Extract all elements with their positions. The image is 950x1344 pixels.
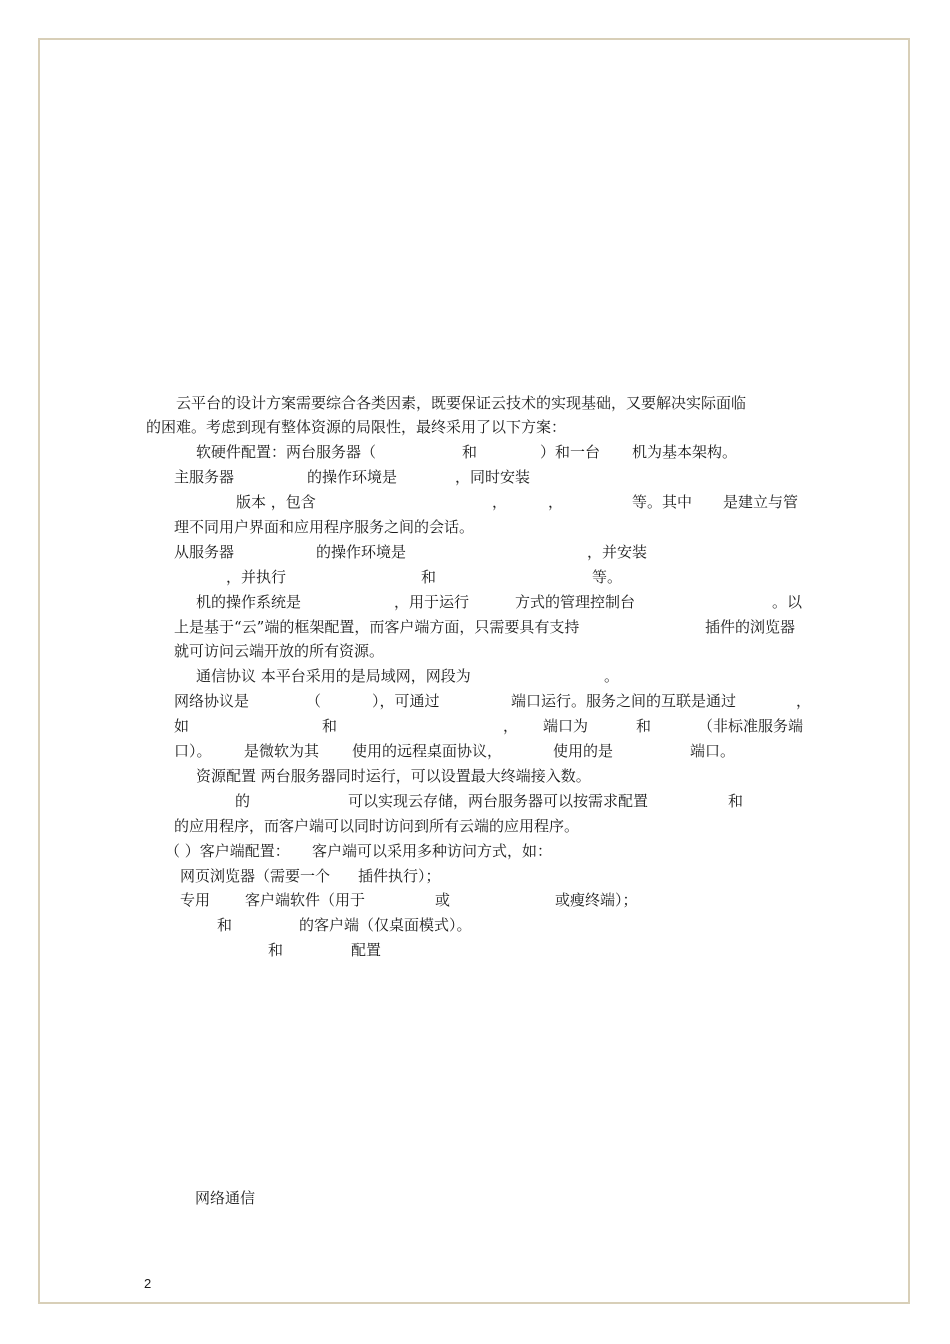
- text-fragment: 的: [235, 792, 251, 810]
- text-fragment: 客户端可以采用多种访问方式，如：: [312, 842, 553, 860]
- text-fragment: 和: [636, 717, 652, 735]
- text-fragment: 。: [604, 667, 620, 685]
- text-fragment: ，: [548, 493, 564, 511]
- section-heading: 网络通信: [195, 1189, 256, 1207]
- text-fragment: 是建立与管: [723, 493, 799, 511]
- text-fragment: 配置: [351, 941, 382, 959]
- text-fragment: ，: [503, 717, 519, 735]
- paragraph-line: 的困难。考虑到现有整体资源的局限性，最终采用了以下方案：: [146, 418, 567, 436]
- text-fragment: 网页浏览器（需要一个: [180, 867, 331, 885]
- text-fragment: 插件执行）；: [358, 867, 441, 885]
- text-fragment: （非标准服务端: [698, 717, 804, 735]
- paragraph-line: 云平台的设计方案需要综合各类因素，既要保证云技术的实现基础，又要解决实际面临: [176, 394, 747, 412]
- text-fragment: 版本 ，包含: [236, 493, 316, 511]
- text-fragment: ，: [492, 493, 508, 511]
- text-fragment: 等。其中: [632, 493, 693, 511]
- text-fragment: （: [306, 692, 322, 710]
- text-fragment: 使用的远程桌面协议，: [352, 742, 503, 760]
- text-fragment: 或瘦终端）；: [555, 891, 638, 909]
- paragraph-line: 就可访问云端开放的所有资源。: [174, 642, 385, 660]
- text-fragment: ，并执行: [226, 568, 287, 586]
- text-fragment: 上是基于“云”端的框架配置，而客户端方面，只需要具有支持: [174, 618, 580, 636]
- text-fragment: 主服务器: [174, 468, 235, 486]
- text-fragment: 的操作环境是: [307, 468, 398, 486]
- text-fragment: ，并安装: [587, 543, 648, 561]
- page-number: 2: [144, 1276, 152, 1291]
- text-fragment: 。以: [772, 593, 803, 611]
- text-fragment: ，: [796, 692, 812, 710]
- paragraph-line: 理不同用户界面和应用程序服务之间的会话。: [174, 518, 475, 536]
- text-fragment: 方式的管理控制台: [515, 593, 636, 611]
- text-fragment: 和: [268, 941, 284, 959]
- text-fragment: 机为基本架构。: [632, 443, 738, 461]
- text-fragment: 软硬件配置：两台服务器（: [196, 443, 377, 461]
- text-fragment: ，同时安装: [455, 468, 531, 486]
- text-fragment: 和: [421, 568, 437, 586]
- text-fragment: ）和一台: [540, 443, 601, 461]
- text-fragment: 和: [728, 792, 744, 810]
- text-fragment: 通信协议 本平台采用的是局域网，网段为: [196, 667, 471, 685]
- text-fragment: 端口。: [690, 742, 736, 760]
- text-fragment: 的客户端（仅桌面模式）。: [299, 916, 472, 934]
- text-fragment: 和: [217, 916, 233, 934]
- text-fragment: 如: [174, 717, 190, 735]
- text-fragment: 或: [435, 891, 451, 909]
- text-fragment: 端口为: [543, 717, 589, 735]
- text-fragment: 是微软为其: [244, 742, 320, 760]
- text-fragment: 和: [322, 717, 338, 735]
- paragraph-line: 的应用程序，而客户端可以同时访问到所有云端的应用程序。: [174, 817, 580, 835]
- text-fragment: ），可通过: [372, 692, 440, 710]
- text-fragment: 等。: [592, 568, 623, 586]
- page-border: [38, 38, 910, 1304]
- text-fragment: 机的操作系统是: [196, 593, 302, 611]
- text-fragment: 和: [462, 443, 478, 461]
- text-fragment: 可以实现云存储，两台服务器可以按需求配置: [348, 792, 649, 810]
- text-fragment: ，用于运行: [394, 593, 470, 611]
- text-fragment: 从服务器: [174, 543, 235, 561]
- text-fragment: 专用: [180, 891, 211, 909]
- text-fragment: 的操作环境是: [316, 543, 407, 561]
- text-fragment: 插件的浏览器: [705, 618, 796, 636]
- text-fragment: 网络协议是: [174, 692, 250, 710]
- paragraph-line: 资源配置 两台服务器同时运行，可以设置最大终端接入数。: [196, 767, 591, 785]
- text-fragment: 客户端软件（用于: [245, 891, 366, 909]
- text-fragment: 使用的是: [553, 742, 614, 760]
- text-fragment: 端口运行。服务之间的互联是通过: [511, 692, 737, 710]
- text-fragment: 口）。: [174, 742, 212, 760]
- text-fragment: （ ）客户端配置：: [165, 842, 290, 860]
